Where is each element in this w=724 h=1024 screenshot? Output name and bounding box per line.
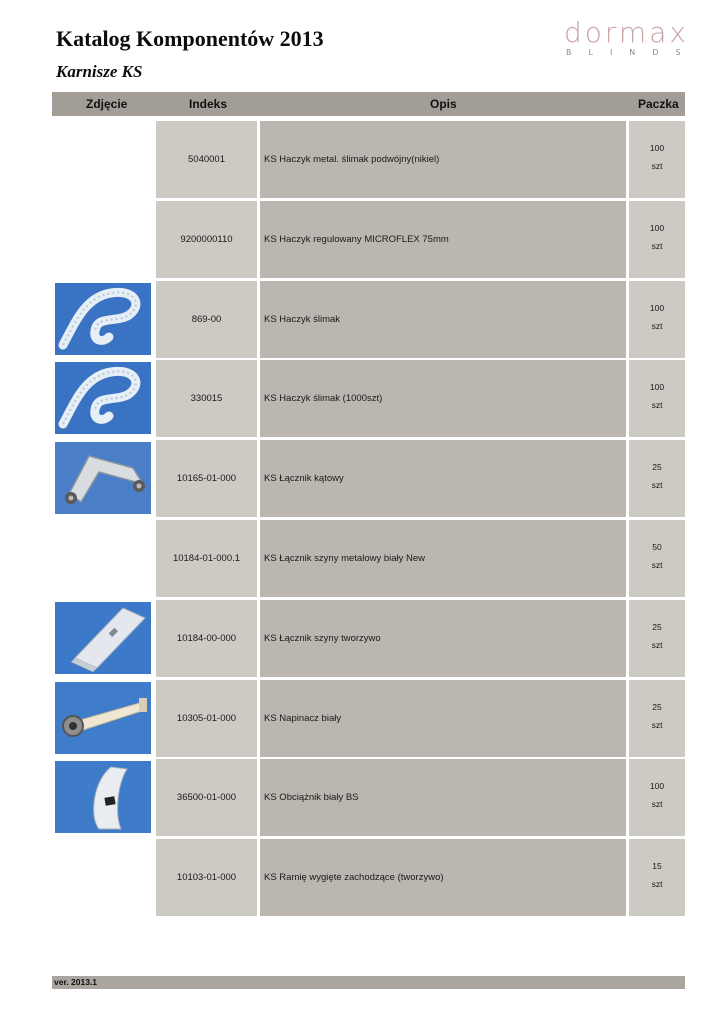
cell-package: [629, 360, 685, 437]
cell-index: 5040001: [156, 121, 257, 198]
package-unit: szt: [651, 240, 663, 251]
table-row: [0, 201, 724, 278]
package-unit: szt: [651, 639, 663, 650]
hook-icon: [55, 362, 151, 434]
cell-package: [629, 839, 685, 916]
package-quantity: 100: [649, 222, 665, 233]
cell-index: 10184-01-000.1: [156, 520, 257, 597]
cell-index: 36500-01-000: [156, 759, 257, 836]
table-row: [0, 600, 724, 677]
package-unit: szt: [651, 799, 663, 810]
page-title: Katalog Komponentów 2013: [56, 26, 324, 51]
package-quantity: 100: [649, 302, 665, 313]
package-unit: szt: [651, 320, 663, 331]
cell-index: 330015: [156, 360, 257, 437]
package-quantity: 100: [649, 143, 665, 153]
cell-package: [629, 759, 685, 836]
cell-package: [629, 121, 685, 198]
page-footer: [52, 976, 685, 989]
weight-icon: [55, 761, 151, 833]
table-row: [0, 121, 724, 198]
table-row: [0, 440, 724, 517]
cell-description: KS Napinacz biały: [260, 680, 626, 757]
header-index: Indeks: [189, 97, 228, 111]
hook-icon: [55, 283, 151, 355]
cell-package: [629, 680, 685, 757]
tensioner-icon: [55, 682, 151, 754]
cell-index: 10184-00-000: [156, 600, 257, 677]
version-label: ver. 2013.1: [54, 977, 98, 987]
cell-description: KS Haczyk regulowany MICROFLEX 75mm: [260, 201, 626, 278]
cell-index: 10165-01-000: [156, 440, 257, 517]
header-desc: Opis: [430, 97, 457, 111]
cell-description: KS Łącznik szyny tworzywo: [260, 600, 626, 677]
package-unit: szt: [651, 161, 663, 171]
package-unit: szt: [651, 719, 663, 730]
cell-index: 10103-01-000: [156, 839, 257, 916]
cell-description: KS Haczyk ślimak (1000szt): [260, 360, 626, 437]
cell-description: KS Łącznik kątowy: [260, 440, 626, 517]
header-pack: Paczka: [638, 97, 679, 111]
cell-package: [629, 520, 685, 597]
cell-package: [629, 281, 685, 358]
rail-connector-icon: [55, 602, 151, 674]
package-quantity: 25: [652, 462, 662, 473]
package-quantity: 100: [649, 382, 665, 393]
page-subtitle: Karnisze KS: [56, 62, 143, 81]
cell-package: [629, 440, 685, 517]
angle-connector-icon: [55, 442, 151, 514]
package-unit: szt: [651, 879, 663, 890]
cell-description: KS Haczyk metal. ślimak podwójny(nikiel): [260, 121, 626, 198]
cell-index: 869-00: [156, 281, 257, 358]
cell-description: KS Ramię wygięte zachodzące (tworzywo): [260, 839, 626, 916]
cell-package: [629, 600, 685, 677]
package-quantity: 15: [652, 861, 662, 872]
table-header: [52, 92, 685, 116]
header-photo: Zdjęcie: [86, 97, 128, 111]
package-quantity: 25: [652, 621, 662, 632]
package-unit: szt: [651, 480, 663, 491]
dormax-logo: [560, 16, 698, 60]
cell-index: 10305-01-000: [156, 680, 257, 757]
logo-subtitle: BLINDS: [566, 48, 698, 57]
package-quantity: 100: [649, 781, 665, 792]
cell-package: [629, 201, 685, 278]
package-unit: szt: [651, 560, 663, 570]
table-row: [0, 759, 724, 836]
table-row: [0, 520, 724, 597]
table-row: [0, 839, 724, 916]
table-row: [0, 281, 724, 358]
logo-word: dormax: [564, 16, 689, 49]
cell-index: 9200000110: [156, 201, 257, 278]
table-row: [0, 360, 724, 437]
table-row: [0, 680, 724, 757]
package-quantity: 50: [652, 542, 662, 552]
cell-description: KS Łącznik szyny metalowy biały New: [260, 520, 626, 597]
cell-description: KS Obciążnik biały BS: [260, 759, 626, 836]
package-quantity: 25: [652, 701, 662, 712]
cell-description: KS Haczyk ślimak: [260, 281, 626, 358]
package-unit: szt: [651, 400, 663, 411]
